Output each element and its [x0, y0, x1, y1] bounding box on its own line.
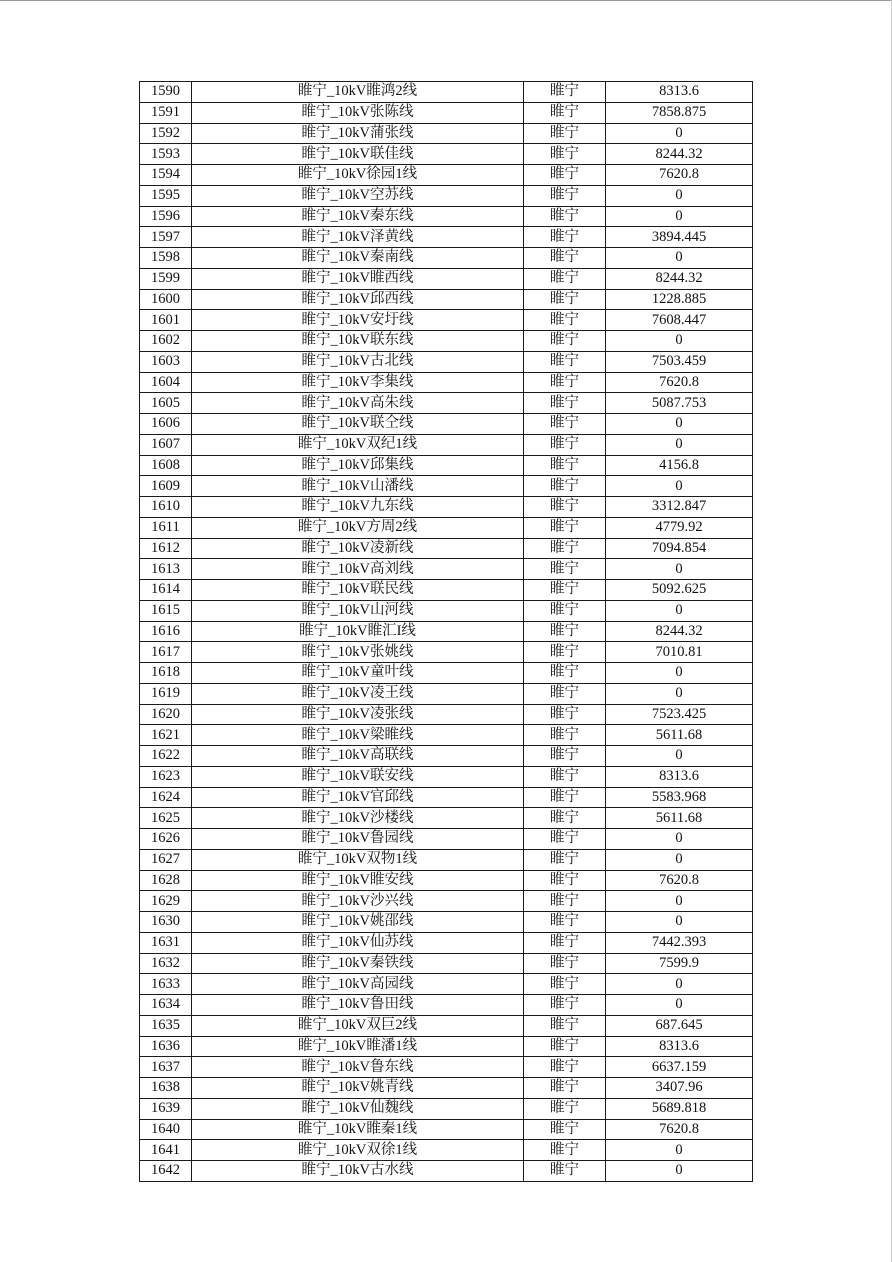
value-cell: 6637.159: [606, 1057, 753, 1078]
table-row: [140, 185, 753, 206]
region-cell: 睢宁: [524, 414, 606, 435]
row-id-cell: 1634: [140, 995, 192, 1016]
table-row: [140, 808, 753, 829]
row-id-cell: 1622: [140, 746, 192, 767]
row-id-cell: 1625: [140, 808, 192, 829]
region-cell: 睢宁: [524, 559, 606, 580]
line-name-cell: 睢宁_10kV高朱线: [192, 393, 524, 414]
region-cell: 睢宁: [524, 1036, 606, 1057]
line-name-cell: 睢宁_10kV联安线: [192, 766, 524, 787]
table-row: [140, 849, 753, 870]
value-cell: 7858.875: [606, 102, 753, 123]
region-cell: 睢宁: [524, 891, 606, 912]
line-name-cell: 睢宁_10kV张陈线: [192, 102, 524, 123]
region-cell: 睢宁: [524, 932, 606, 953]
row-id-cell: 1595: [140, 185, 192, 206]
region-cell: 睢宁: [524, 331, 606, 352]
value-cell: 0: [606, 1140, 753, 1161]
value-cell: 0: [606, 206, 753, 227]
region-cell: 睢宁: [524, 787, 606, 808]
region-cell: 睢宁: [524, 704, 606, 725]
row-id-cell: 1621: [140, 725, 192, 746]
row-id-cell: 1596: [140, 206, 192, 227]
table-row: [140, 123, 753, 144]
line-name-cell: 睢宁_10kV李集线: [192, 372, 524, 393]
table-row: [140, 621, 753, 642]
value-cell: 0: [606, 912, 753, 933]
table-row: [140, 725, 753, 746]
value-cell: 687.645: [606, 1015, 753, 1036]
value-cell: 5611.68: [606, 808, 753, 829]
table-row: [140, 766, 753, 787]
region-cell: 睢宁: [524, 683, 606, 704]
region-cell: 睢宁: [524, 248, 606, 269]
row-id-cell: 1602: [140, 331, 192, 352]
row-id-cell: 1628: [140, 870, 192, 891]
line-name-cell: 睢宁_10kV仙魏线: [192, 1098, 524, 1119]
table-row: [140, 82, 753, 103]
value-cell: 8244.32: [606, 268, 753, 289]
line-name-cell: 睢宁_10kV联佳线: [192, 144, 524, 165]
row-id-cell: 1607: [140, 434, 192, 455]
line-name-cell: 睢宁_10kV方周2线: [192, 517, 524, 538]
table-row: [140, 517, 753, 538]
region-cell: 睢宁: [524, 351, 606, 372]
region-cell: 睢宁: [524, 102, 606, 123]
line-name-cell: 睢宁_10kV双纪1线: [192, 434, 524, 455]
table-row: [140, 165, 753, 186]
region-cell: 睢宁: [524, 1015, 606, 1036]
value-cell: 0: [606, 248, 753, 269]
value-cell: 0: [606, 559, 753, 580]
line-name-cell: 睢宁_10kV睢安线: [192, 870, 524, 891]
row-id-cell: 1617: [140, 642, 192, 663]
value-cell: 4779.92: [606, 517, 753, 538]
table-row: [140, 393, 753, 414]
row-id-cell: 1610: [140, 497, 192, 518]
region-cell: 睢宁: [524, 289, 606, 310]
table-row: [140, 1098, 753, 1119]
row-id-cell: 1605: [140, 393, 192, 414]
row-id-cell: 1600: [140, 289, 192, 310]
region-cell: 睢宁: [524, 1057, 606, 1078]
row-id-cell: 1631: [140, 932, 192, 953]
region-cell: 睢宁: [524, 870, 606, 891]
row-id-cell: 1593: [140, 144, 192, 165]
value-cell: 0: [606, 1161, 753, 1182]
row-id-cell: 1592: [140, 123, 192, 144]
table-row: [140, 102, 753, 123]
feeder-table: [139, 81, 753, 1182]
region-cell: 睢宁: [524, 1098, 606, 1119]
region-cell: 睢宁: [524, 912, 606, 933]
table-row: [140, 663, 753, 684]
table-row: [140, 144, 753, 165]
table-row: [140, 995, 753, 1016]
line-name-cell: 睢宁_10kV联民线: [192, 580, 524, 601]
region-cell: 睢宁: [524, 663, 606, 684]
row-id-cell: 1612: [140, 538, 192, 559]
value-cell: 0: [606, 663, 753, 684]
line-name-cell: 睢宁_10kV双物1线: [192, 849, 524, 870]
region-cell: 睢宁: [524, 82, 606, 103]
value-cell: 7599.9: [606, 953, 753, 974]
table-row: [140, 912, 753, 933]
table-row: [140, 1140, 753, 1161]
region-cell: 睢宁: [524, 227, 606, 248]
region-cell: 睢宁: [524, 953, 606, 974]
region-cell: 睢宁: [524, 144, 606, 165]
value-cell: 8313.6: [606, 82, 753, 103]
table-row: [140, 538, 753, 559]
region-cell: 睢宁: [524, 974, 606, 995]
row-id-cell: 1624: [140, 787, 192, 808]
table-row: [140, 476, 753, 497]
region-cell: 睢宁: [524, 829, 606, 850]
line-name-cell: 睢宁_10kV梁睢线: [192, 725, 524, 746]
region-cell: 睢宁: [524, 766, 606, 787]
table-row: [140, 787, 753, 808]
line-name-cell: 睢宁_10kV秦东线: [192, 206, 524, 227]
row-id-cell: 1626: [140, 829, 192, 850]
table-row: [140, 310, 753, 331]
line-name-cell: 睢宁_10kV鲁园线: [192, 829, 524, 850]
region-cell: 睢宁: [524, 310, 606, 331]
region-cell: 睢宁: [524, 1161, 606, 1182]
region-cell: 睢宁: [524, 185, 606, 206]
value-cell: 7620.8: [606, 165, 753, 186]
feeder-table-body: [140, 82, 753, 1182]
row-id-cell: 1632: [140, 953, 192, 974]
line-name-cell: 睢宁_10kV古北线: [192, 351, 524, 372]
line-name-cell: 睢宁_10kV蒲张线: [192, 123, 524, 144]
row-id-cell: 1640: [140, 1119, 192, 1140]
value-cell: 0: [606, 849, 753, 870]
line-name-cell: 睢宁_10kV山河线: [192, 600, 524, 621]
row-id-cell: 1604: [140, 372, 192, 393]
line-name-cell: 睢宁_10kV姚青线: [192, 1078, 524, 1099]
region-cell: 睢宁: [524, 497, 606, 518]
row-id-cell: 1606: [140, 414, 192, 435]
value-cell: 0: [606, 331, 753, 352]
line-name-cell: 睢宁_10kV睢西线: [192, 268, 524, 289]
line-name-cell: 睢宁_10kV秦南线: [192, 248, 524, 269]
table-row: [140, 289, 753, 310]
table-row: [140, 1015, 753, 1036]
region-cell: 睢宁: [524, 372, 606, 393]
row-id-cell: 1620: [140, 704, 192, 725]
row-id-cell: 1601: [140, 310, 192, 331]
row-id-cell: 1627: [140, 849, 192, 870]
region-cell: 睢宁: [524, 476, 606, 497]
row-id-cell: 1599: [140, 268, 192, 289]
row-id-cell: 1623: [140, 766, 192, 787]
row-id-cell: 1603: [140, 351, 192, 372]
value-cell: 0: [606, 600, 753, 621]
row-id-cell: 1591: [140, 102, 192, 123]
line-name-cell: 睢宁_10kV沙兴线: [192, 891, 524, 912]
line-name-cell: 睢宁_10kV睢汇I线: [192, 621, 524, 642]
value-cell: 7010.81: [606, 642, 753, 663]
value-cell: 7620.8: [606, 372, 753, 393]
value-cell: 7523.425: [606, 704, 753, 725]
row-id-cell: 1614: [140, 580, 192, 601]
table-row: [140, 974, 753, 995]
value-cell: 5583.968: [606, 787, 753, 808]
value-cell: 7620.8: [606, 1119, 753, 1140]
line-name-cell: 睢宁_10kV联仝线: [192, 414, 524, 435]
value-cell: 0: [606, 185, 753, 206]
row-id-cell: 1608: [140, 455, 192, 476]
row-id-cell: 1630: [140, 912, 192, 933]
table-row: [140, 746, 753, 767]
value-cell: 7442.393: [606, 932, 753, 953]
value-cell: 3312.847: [606, 497, 753, 518]
value-cell: 4156.8: [606, 455, 753, 476]
line-name-cell: 睢宁_10kV凌张线: [192, 704, 524, 725]
row-id-cell: 1629: [140, 891, 192, 912]
value-cell: 8244.32: [606, 144, 753, 165]
region-cell: 睢宁: [524, 393, 606, 414]
line-name-cell: 睢宁_10kV鲁东线: [192, 1057, 524, 1078]
table-row: [140, 351, 753, 372]
region-cell: 睢宁: [524, 434, 606, 455]
line-name-cell: 睢宁_10kV高园线: [192, 974, 524, 995]
table-row: [140, 455, 753, 476]
row-id-cell: 1597: [140, 227, 192, 248]
value-cell: 3894.445: [606, 227, 753, 248]
table-row: [140, 1119, 753, 1140]
table-row: [140, 953, 753, 974]
line-name-cell: 睢宁_10kV沙楼线: [192, 808, 524, 829]
line-name-cell: 睢宁_10kV张姚线: [192, 642, 524, 663]
region-cell: 睢宁: [524, 123, 606, 144]
value-cell: 5611.68: [606, 725, 753, 746]
row-id-cell: 1642: [140, 1161, 192, 1182]
line-name-cell: 睢宁_10kV双巨2线: [192, 1015, 524, 1036]
region-cell: 睢宁: [524, 1078, 606, 1099]
table-row: [140, 704, 753, 725]
line-name-cell: 睢宁_10kV双徐1线: [192, 1140, 524, 1161]
row-id-cell: 1637: [140, 1057, 192, 1078]
line-name-cell: 睢宁_10kV徐园1线: [192, 165, 524, 186]
value-cell: 5092.625: [606, 580, 753, 601]
region-cell: 睢宁: [524, 995, 606, 1016]
table-row: [140, 434, 753, 455]
row-id-cell: 1598: [140, 248, 192, 269]
line-name-cell: 睢宁_10kV仙苏线: [192, 932, 524, 953]
table-row: [140, 372, 753, 393]
value-cell: 0: [606, 123, 753, 144]
line-name-cell: 睢宁_10kV古水线: [192, 1161, 524, 1182]
region-cell: 睢宁: [524, 538, 606, 559]
table-row: [140, 829, 753, 850]
region-cell: 睢宁: [524, 746, 606, 767]
value-cell: 5087.753: [606, 393, 753, 414]
region-cell: 睢宁: [524, 455, 606, 476]
value-cell: 8313.6: [606, 1036, 753, 1057]
table-row: [140, 497, 753, 518]
table-row: [140, 559, 753, 580]
value-cell: 8313.6: [606, 766, 753, 787]
value-cell: 1228.885: [606, 289, 753, 310]
value-cell: 0: [606, 434, 753, 455]
line-name-cell: 睢宁_10kV童叶线: [192, 663, 524, 684]
row-id-cell: 1613: [140, 559, 192, 580]
row-id-cell: 1619: [140, 683, 192, 704]
table-row: [140, 1036, 753, 1057]
line-name-cell: 睢宁_10kV泽黄线: [192, 227, 524, 248]
region-cell: 睢宁: [524, 206, 606, 227]
row-id-cell: 1611: [140, 517, 192, 538]
table-row: [140, 932, 753, 953]
line-name-cell: 睢宁_10kV高刘线: [192, 559, 524, 580]
table-row: [140, 891, 753, 912]
value-cell: 0: [606, 414, 753, 435]
region-cell: 睢宁: [524, 1119, 606, 1140]
region-cell: 睢宁: [524, 808, 606, 829]
page-top-rule: [0, 0, 892, 1]
table-row: [140, 206, 753, 227]
line-name-cell: 睢宁_10kV睢潘1线: [192, 1036, 524, 1057]
value-cell: 0: [606, 974, 753, 995]
row-id-cell: 1615: [140, 600, 192, 621]
table-row: [140, 227, 753, 248]
row-id-cell: 1609: [140, 476, 192, 497]
value-cell: 8244.32: [606, 621, 753, 642]
region-cell: 睢宁: [524, 849, 606, 870]
value-cell: 0: [606, 995, 753, 1016]
value-cell: 7608.447: [606, 310, 753, 331]
value-cell: 0: [606, 746, 753, 767]
value-cell: 7503.459: [606, 351, 753, 372]
region-cell: 睢宁: [524, 517, 606, 538]
table-row: [140, 580, 753, 601]
table-row: [140, 870, 753, 891]
line-name-cell: 睢宁_10kV官邱线: [192, 787, 524, 808]
table-row: [140, 414, 753, 435]
region-cell: 睢宁: [524, 1140, 606, 1161]
region-cell: 睢宁: [524, 165, 606, 186]
row-id-cell: 1616: [140, 621, 192, 642]
value-cell: 0: [606, 829, 753, 850]
value-cell: 0: [606, 891, 753, 912]
value-cell: 7620.8: [606, 870, 753, 891]
line-name-cell: 睢宁_10kV姚邵线: [192, 912, 524, 933]
value-cell: 7094.854: [606, 538, 753, 559]
region-cell: 睢宁: [524, 268, 606, 289]
table-row: [140, 248, 753, 269]
row-id-cell: 1618: [140, 663, 192, 684]
line-name-cell: 睢宁_10kV邱集线: [192, 455, 524, 476]
line-name-cell: 睢宁_10kV邱西线: [192, 289, 524, 310]
line-name-cell: 睢宁_10kV联东线: [192, 331, 524, 352]
line-name-cell: 睢宁_10kV高联线: [192, 746, 524, 767]
region-cell: 睢宁: [524, 600, 606, 621]
line-name-cell: 睢宁_10kV凌新线: [192, 538, 524, 559]
row-id-cell: 1633: [140, 974, 192, 995]
value-cell: 5689.818: [606, 1098, 753, 1119]
value-cell: 0: [606, 683, 753, 704]
row-id-cell: 1635: [140, 1015, 192, 1036]
line-name-cell: 睢宁_10kV空苏线: [192, 185, 524, 206]
row-id-cell: 1641: [140, 1140, 192, 1161]
row-id-cell: 1639: [140, 1098, 192, 1119]
table-row: [140, 1078, 753, 1099]
region-cell: 睢宁: [524, 642, 606, 663]
region-cell: 睢宁: [524, 580, 606, 601]
table-row: [140, 1057, 753, 1078]
table-row: [140, 600, 753, 621]
value-cell: 0: [606, 476, 753, 497]
table-row: [140, 268, 753, 289]
line-name-cell: 睢宁_10kV九东线: [192, 497, 524, 518]
region-cell: 睢宁: [524, 621, 606, 642]
row-id-cell: 1590: [140, 82, 192, 103]
table-row: [140, 642, 753, 663]
line-name-cell: 睢宁_10kV睢秦1线: [192, 1119, 524, 1140]
line-name-cell: 睢宁_10kV睢鸿2线: [192, 82, 524, 103]
line-name-cell: 睢宁_10kV山潘线: [192, 476, 524, 497]
region-cell: 睢宁: [524, 725, 606, 746]
row-id-cell: 1636: [140, 1036, 192, 1057]
table-row: [140, 331, 753, 352]
line-name-cell: 睢宁_10kV凌王线: [192, 683, 524, 704]
line-name-cell: 睢宁_10kV秦铁线: [192, 953, 524, 974]
table-row: [140, 1161, 753, 1182]
line-name-cell: 睢宁_10kV安圩线: [192, 310, 524, 331]
line-name-cell: 睢宁_10kV鲁田线: [192, 995, 524, 1016]
row-id-cell: 1594: [140, 165, 192, 186]
row-id-cell: 1638: [140, 1078, 192, 1099]
table-row: [140, 683, 753, 704]
value-cell: 3407.96: [606, 1078, 753, 1099]
